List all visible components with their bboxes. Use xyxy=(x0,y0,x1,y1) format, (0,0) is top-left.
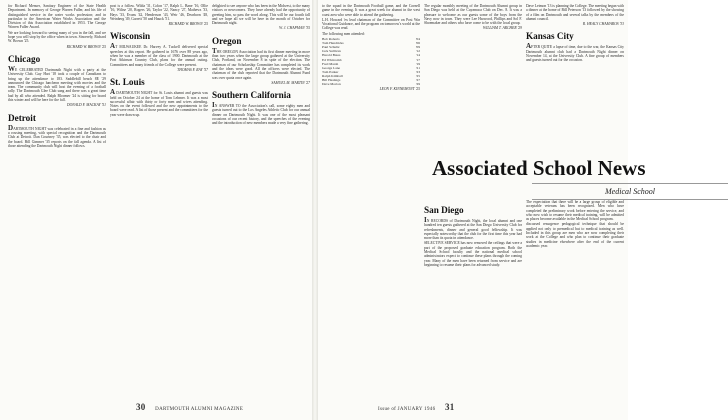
signature: THOMAS F. RAY '57 xyxy=(177,67,208,72)
signature: DONALD F. MACKAY '51 xyxy=(66,103,106,108)
right-column-2-bottom xyxy=(424,200,522,392)
attendee-class: '06 xyxy=(415,41,420,46)
associated-school-news-header xyxy=(432,156,728,203)
attendee-name: Bob Roberts xyxy=(322,37,340,42)
attendee-class: '04 xyxy=(415,37,420,42)
right-column-3-bottom xyxy=(526,200,624,392)
body-text: Dave Leimon '13 is planning the College. The meeting began with a dinner at the home of Bill Peterson '13 followed by the showing of a film on Dartmouth and several talks by the members of the alumni council. xyxy=(526,4,624,21)
left-column-2 xyxy=(110,4,208,392)
body-text: to the squad in the Dartmouth Football game, and the Cornell game in the evening. It was a great week for alumni in the west coast area who were able to attend the gathering. xyxy=(322,4,420,17)
right-column-3-top xyxy=(526,4,624,150)
signature: R. HEALY CHAMAROS '33 xyxy=(582,22,624,27)
attendee-name: Jack Sullivan xyxy=(322,49,341,54)
right-page xyxy=(318,0,655,420)
signature: SAMUEL M. MARTIN '27 xyxy=(271,80,310,85)
body-text: The expectation that there will be a large group of eligible and acceptable veterans has been recognized. Men who have completed the preliminary work before entering the service, and who now wish to resume their medical training, will be admitted as places become available in the Medical School program. xyxy=(526,200,624,222)
attendee-name: Bill Hastings xyxy=(322,78,341,83)
section-heading-san-diego: San Diego xyxy=(424,205,464,215)
divider xyxy=(532,183,728,184)
section-heading-kansas-city: Kansas City xyxy=(526,31,574,42)
attendee-class: '19 xyxy=(415,61,420,66)
footer-label: Issue of JANUARY 1946 xyxy=(378,407,436,412)
attendee-name: Fred Marsh xyxy=(322,61,339,66)
attendee-class: '09 xyxy=(415,45,420,50)
attendee-class: '17 xyxy=(415,57,420,62)
attendee-name: Paul Schultz xyxy=(322,45,340,50)
left-page xyxy=(0,0,312,420)
body-text: delighted to see anyone who has been in the Midwest, to the many visitors or newcomers. They have already had the opportunity of greeting him, so pass the word along. This will be our fourth fall and we hope all we will be here in the month of October for Dartmouth night. xyxy=(212,4,311,26)
attendee-name: Harold Bates xyxy=(322,53,341,58)
attendee-class: '12 xyxy=(415,49,420,54)
signature: W. J. CHAPMAN '35 xyxy=(279,26,310,31)
attendee-class: '23 xyxy=(415,69,420,74)
footer-label: DARTMOUTH ALUMNI MAGAZINE xyxy=(155,407,244,412)
section-heading-southern-california: Southern California xyxy=(212,90,291,101)
attendee-class: '29 xyxy=(415,82,420,87)
attendee-class: '14 xyxy=(415,53,420,58)
body-text: AFTER QUITE a lapse of time, due to the war, the Kansas City Dartmouth alumni club had a Dartmouth Night dinner on November 14, at the University Club. A fine group of members and guests turned out for the occasion. xyxy=(526,42,624,63)
page-number: 31 xyxy=(444,402,455,412)
attendee-class: '25 xyxy=(415,73,420,78)
attendee-name: Dave Morton xyxy=(322,82,341,87)
left-column-3 xyxy=(212,4,310,392)
roster-row xyxy=(322,82,420,86)
roster-title: The following men attended: xyxy=(322,31,365,36)
signature: WILLIAM T. ARCHER '29 xyxy=(483,26,522,31)
body-text: SELECTIVE SERVICE has now removed the ceilings that were a part of the proposed graduate education program. Both the Medical School faculty and the national medical school administrators expect to continue these plans through the coming year. Many of the men have been returned from service and are beginning to resume their plans for advanced study. xyxy=(424,241,522,267)
right-column-1 xyxy=(322,4,420,392)
attendee-name: Tom Parker xyxy=(322,69,339,74)
right-footer xyxy=(378,402,463,412)
body-text: post is a follow. Wilda '31, Colon '17, Ralph L. Bane '16, Ollie '16, Wiltse '20, Rogers '26, Taylor '22, Nancy '27, Mathews '33, Hays '33, Evans '42, Henderson '43, Weir '46, Dearborn '48, Weinberg '49, Garrett '50 and Hauck '51. xyxy=(110,4,208,21)
body-text: A DARTMOUTH NIGHT for St. Louis alumni and guests was held on October 24 at the home of Tom Lehmer. It was a most successful affair with thirty or forty men and wives attending. Notes on the event followed and the new appointments to the board were read. A list of those present and the committees for the year were drawn up. xyxy=(110,88,208,117)
right-column-2-top xyxy=(424,4,522,150)
section-heading-oregon: Oregon xyxy=(212,35,242,46)
left-footer xyxy=(128,402,243,412)
body-text: discussed resurgence pedagogical technique that should be applied not only to premedical but to medical training as well. Included in this group are men who are now completing their work at the College and who plan to continue their graduate studies in medicine elsewhere after the end of the current academic year. xyxy=(526,222,624,248)
body-text: THE OREGON Association had its first dinner meeting in more than two years when the large group gathered at the University Club, Portland, on November 8 in spite of the election. The chairman of our Scholarship Committee has completed its work and the ideas were good. All the officers were elected. The chairman of the club reported that the Dartmouth Alumni Fund was over quota once again. xyxy=(212,46,310,80)
left-column-1 xyxy=(8,4,106,392)
body-text: The regular monthly meeting of the Dartmouth Alumni group in San Diego was held at the Cuyamaca Club on Dec. 8. It was a pleasure to welcome as our guests some of the boys from the Navy now in town. They were Lee Harwood, Phillips and Sol F. Shoemaker and others who have come to be with the local group. xyxy=(424,4,522,26)
body-text: We are looking forward to seeing many of you in the fall, and we hope you will stop by the office when in town. Sincerely, Richard W. Brown '25. xyxy=(8,30,106,44)
body-text: WE CELEBRATED Dartmouth Night with a party at the University Club. Guy Hart '18 took a couple of Canadians to bring up the attendance to 183. Saddlebill beach 8E '29 announced the Chicago luncheon meeting with movies and the team. The community club will host the evening of a football rally. The Dartmouth Glee Club sang and there was a great time had by all who attended. Ralph Bloomer '24 is sitting for board this winter and will be here for the fall. xyxy=(8,64,106,103)
signature: RICHARD W. BROWN '25 xyxy=(66,44,106,49)
banner-title: Associated School News xyxy=(432,156,646,180)
body-text: DARTMOUTH NIGHT was celebrated in a fine and fashion as a rousing meeting, with special recognition and the Dartmouth Club at Detroit. Dan Courtney '35, was elected to the chair and the board. Bill Gimmer '35 reports on the fall agenda. A list of those attending the Dartmouth Night dinner follows. xyxy=(8,123,106,148)
body-text: IN RECORDS of Dartmouth Night, the local alumni and one hundred ten guests gathered at the San Diego University Club for refreshments, dinner and general good fellowship. It was especially noteworthy that the club for the first time this year had more than its quota in attendance. xyxy=(424,216,522,241)
attendee-name: Ralph Kimball xyxy=(322,73,343,78)
attendee-name: Ed Whitcomb xyxy=(322,57,342,62)
body-text: L.H. Howard 'ex lead chairman of the Committee on Post War Vocational Guidance, and the program on tomorrow's world at the College was read. xyxy=(322,17,420,31)
body-text: IN ANSWER TO the Association's call, some eighty men and guests turned out to the Los Angeles Athletic Club for our annual dinner on Dartmouth Night. It was one of the most pleasant occasions of our recent history, and the speeches of the evening and the introduction of new members made a very fine gathering. xyxy=(212,101,310,126)
page-number: 30 xyxy=(136,402,146,412)
signature: RICHARD W. BROWN '25 xyxy=(168,22,208,27)
section-heading-chicago: Chicago xyxy=(8,53,41,64)
body-text: AT MILWAUKEE Dr. Harvey A. Tuckell delivered special speeches at this report. He gathered in 1676 over 88 years ago, when he was a member of the class of 1900. Dartmouth at the Fort Atkinson Country Club, plans for the annual outing. Committees and many friends of the College were present. xyxy=(110,42,208,67)
attendee-roster xyxy=(322,37,420,86)
signature: LEON F. KINNEMONT '25 xyxy=(379,87,420,92)
attendee-name: Tom Hendricks xyxy=(322,41,344,46)
section-heading-wisconsin: Wisconsin xyxy=(110,31,151,42)
attendee-class: '21 xyxy=(415,65,420,70)
subhead-medical-school: Medical School xyxy=(605,187,655,196)
attendee-name: George Lane xyxy=(322,65,341,70)
section-heading-st-louis: St. Louis xyxy=(110,77,145,88)
body-text: for Richard Menser, Sanitary Engineer of the State Health Department. In memory of George Warren Fuller, and his life of distinguished service in the water works profession; and in particular to the American Water Works Association and the Division of this Association established in 1953. The George Warren Fuller Award. xyxy=(8,4,106,30)
section-heading-detroit: Detroit xyxy=(8,112,36,123)
attendee-class: '27 xyxy=(415,78,420,83)
